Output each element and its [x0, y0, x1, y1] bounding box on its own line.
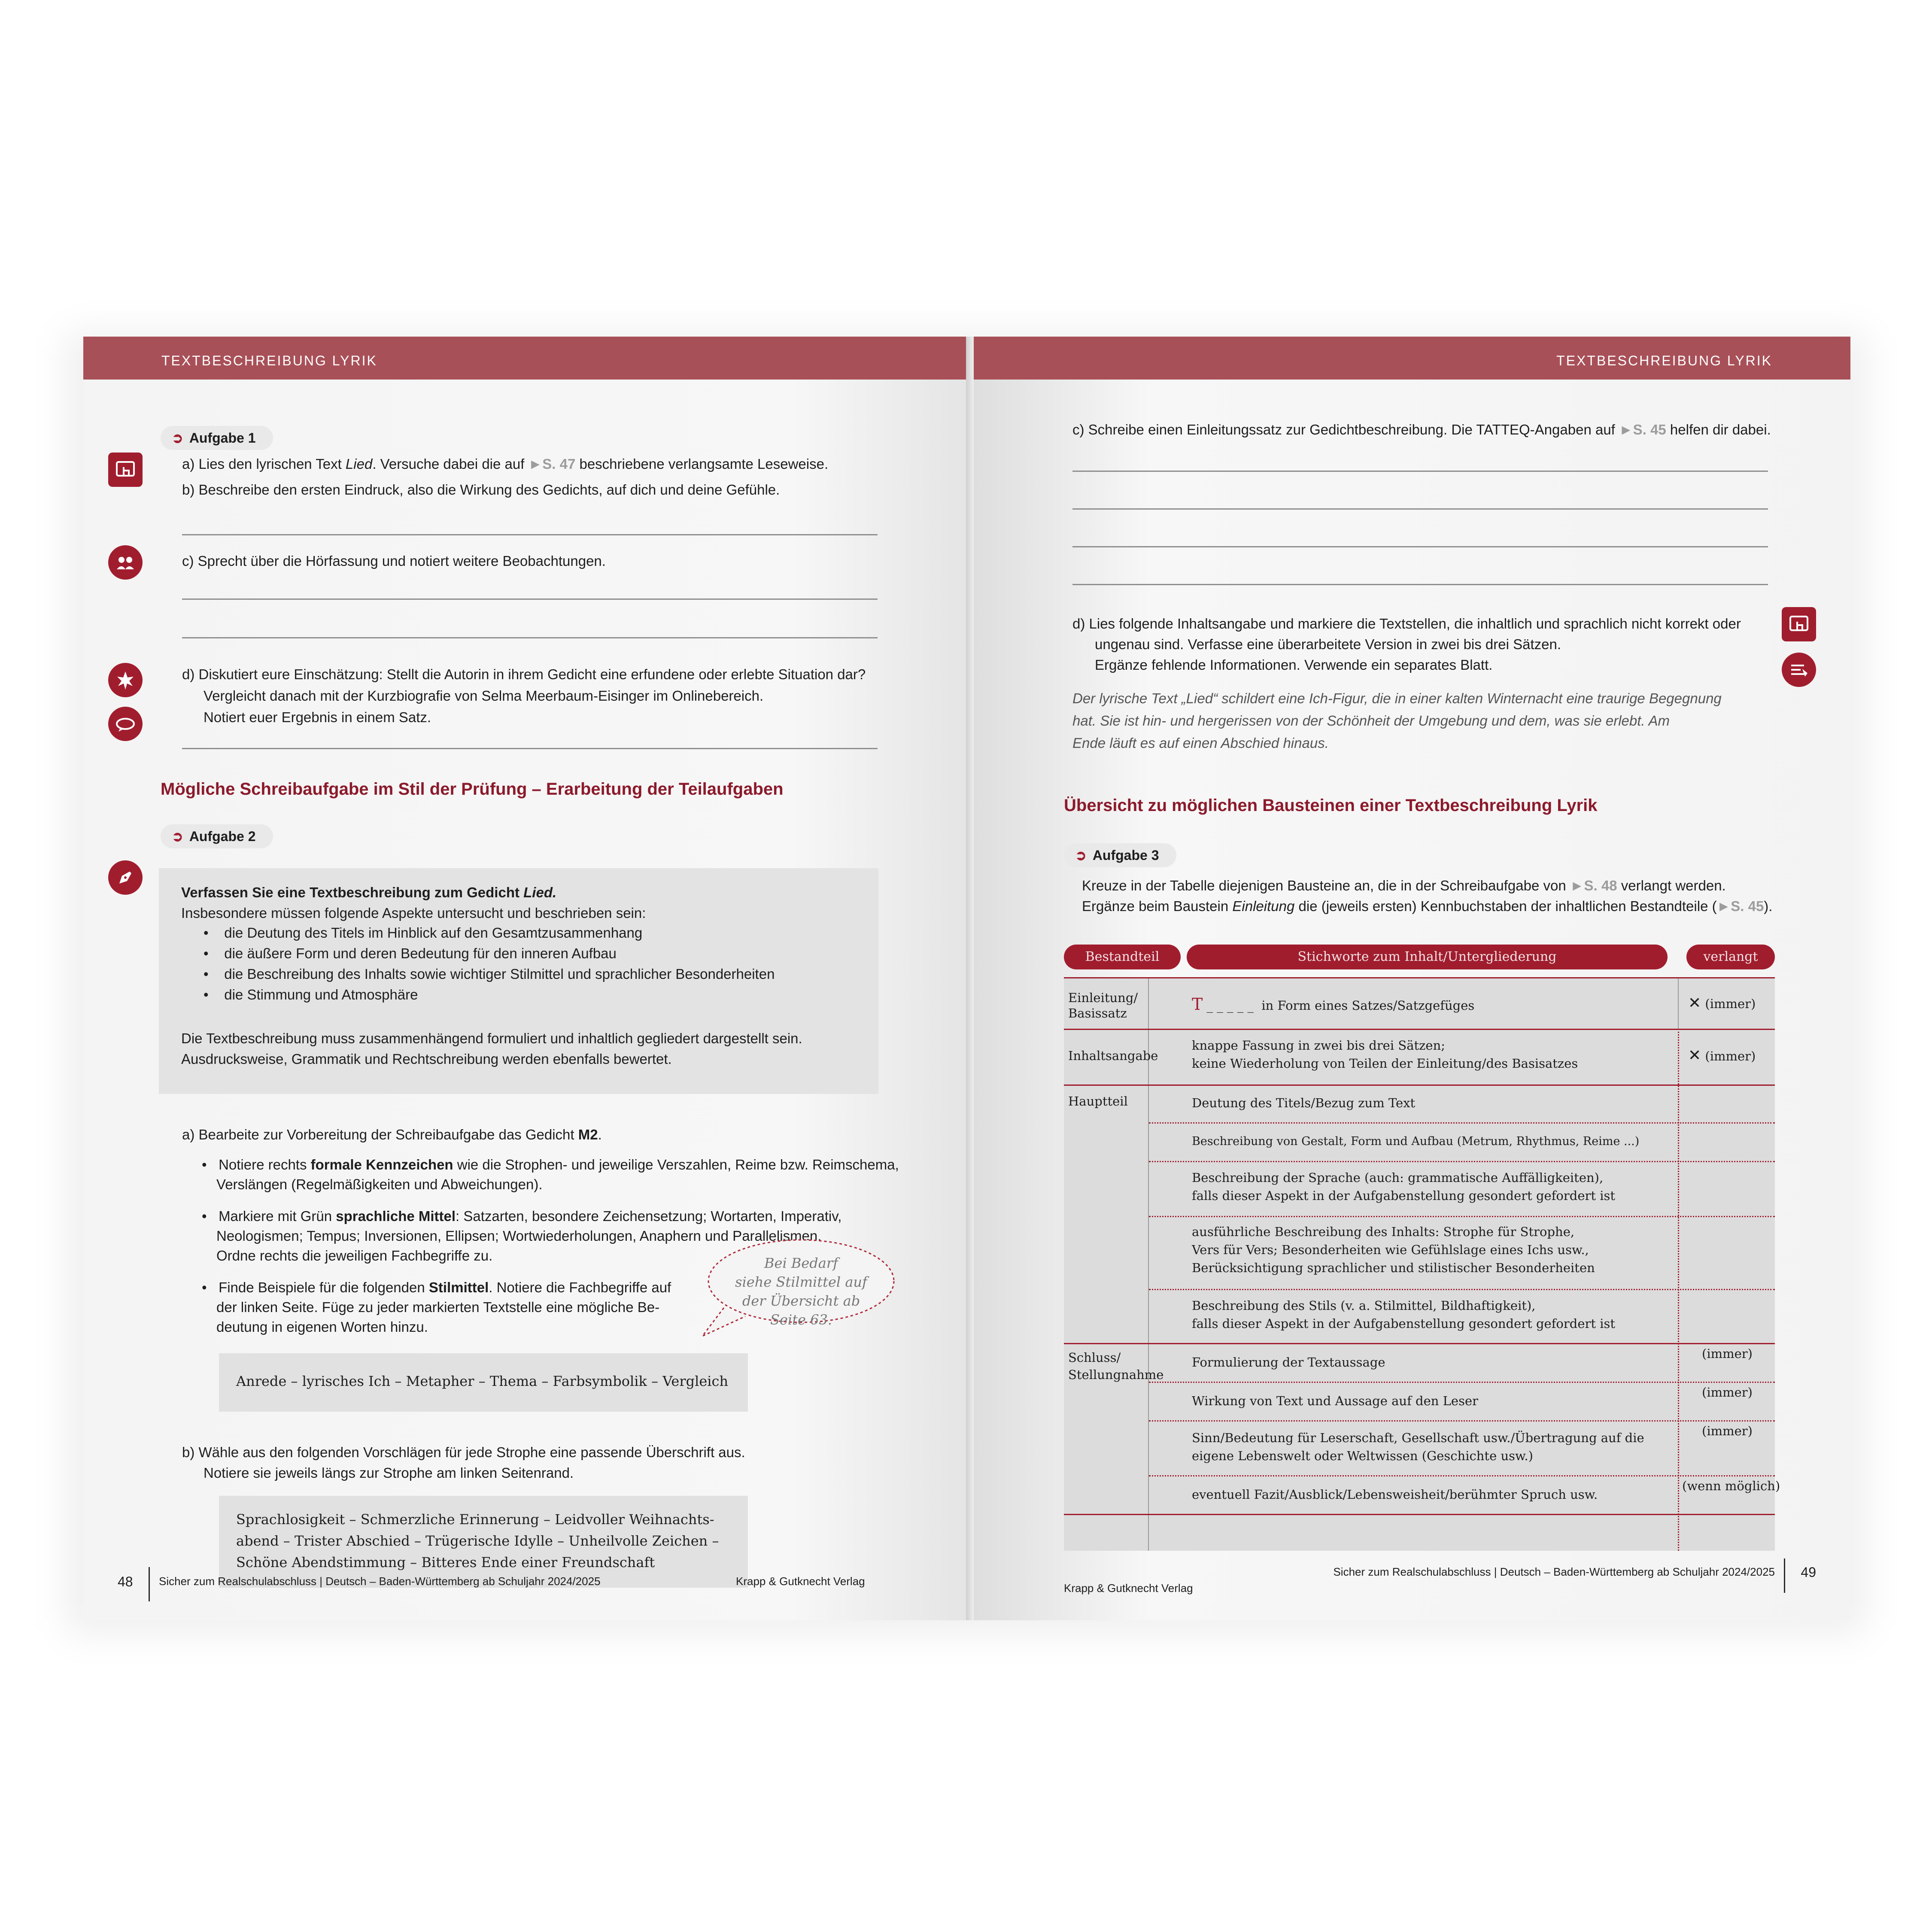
einleitung-hint: T _ _ _ _ _ in Form eines Satzes/Satzgefüges — [1192, 995, 1475, 1014]
task2-a-bullet-3: • Finde Beispiele für die folgenden Stilmittel. Notiere die Fachbegriffe auf — [202, 1279, 671, 1295]
footer-publisher: Krapp & Gutknecht Verlag — [736, 1575, 865, 1588]
summary-line1: Der lyrische Text „Lied“ schildert eine Ich-Figur, die in einer kalten Winternacht eine traurige Begegnung — [1072, 690, 1722, 706]
assignment-bullet: • die äußere Form und deren Bedeutung für den inneren Aufbau — [204, 945, 617, 961]
summary-line3: Ende läuft es auf einen Abschied hinaus. — [1072, 735, 1329, 751]
task2-a-bullet-3-cont: deutung in eigenen Worten hinzu. — [216, 1319, 428, 1335]
page-number: 48 — [118, 1574, 133, 1589]
writing-line — [182, 598, 878, 600]
assignment-bullet: • die Stimmung und Atmosphäre — [204, 987, 418, 1002]
row-divider — [1064, 1514, 1775, 1515]
task-d-line1: d) Lies folgende Inhaltsangabe und markiere die Textstellen, die inhaltlich und sprachlich nicht korrekt oder — [1072, 616, 1741, 632]
task1-d-line3: Notiert euer Ergebnis in einem Satz. — [204, 709, 431, 725]
hauptteil-row: Beschreibung von Gestalt, Form und Aufbau (Metrum, Rhythmus, Reime ...) — [1192, 1135, 1640, 1148]
part-inhaltsangabe: Inhaltsangabe — [1068, 1048, 1158, 1063]
footer-divider — [1784, 1558, 1785, 1593]
hauptteil-row: Deutung des Titels/Bezug zum Text — [1192, 1096, 1416, 1110]
required-schluss-1[interactable]: (immer) — [1702, 1346, 1753, 1361]
speech-bubbles-icon — [108, 707, 143, 741]
task-d-line2: ungenau sind. Verfasse eine überarbeitete Version in zwei bis drei Sätzen. — [1095, 636, 1561, 652]
task-label-1: ➲ Aufgabe 1 — [161, 426, 273, 450]
footer-divider — [149, 1567, 150, 1601]
required-schluss-2[interactable]: (immer) — [1702, 1385, 1753, 1400]
row-divider — [1149, 1161, 1775, 1162]
task2-a: a) Bearbeite zur Vorbereitung der Schreibaufgabe das Gedicht M2. — [182, 1127, 602, 1142]
part-einleitung: Einleitung/ Basissatz — [1068, 990, 1138, 1021]
hauptteil-row: Beschreibung des Stils (v. a. Stilmittel, Bildhaftigkeit), falls dieser Aspekt in der Aufgabenstellung gesondert gefordert ist — [1192, 1298, 1616, 1331]
schluss-row: Formulierung der Textaussage — [1192, 1355, 1385, 1370]
section-heading: Mögliche Schreibaufgabe im Stil der Prüfung – Erarbeitung der Teilaufgaben — [161, 780, 784, 799]
row-divider — [1064, 1084, 1775, 1086]
assignment-bullet: • die Deutung des Titels im Hinblick auf den Gesamtzusammenhang — [204, 925, 643, 941]
task-label-3: ➲ Aufgabe 3 — [1064, 843, 1176, 867]
task2-a-bullet-1-cont: Verslängen (Regelmäßigkeiten und Abweichungen). — [216, 1176, 543, 1192]
cross-mark-icon: ✕ — [1688, 1047, 1701, 1064]
task3-line2: Ergänze beim Baustein Einleitung die (jeweils ersten) Kennbuchstaben der inhaltlichen Bestandteile (►S. 45). — [1082, 898, 1773, 914]
task2-a-bullet-2: • Markiere mit Grün sprachliche Mittel: Satzarten, besondere Zeichensetzung; Wortarten, Imperativ, — [202, 1208, 842, 1224]
task1-c: c) Sprecht über die Hörfassung und notiert weitere Beobachtungen. — [182, 553, 606, 569]
row-divider — [1064, 977, 1775, 978]
inhalt-keywords: knappe Fassung in zwei bis drei Sätzen; keine Wiederholung von Teilen der Einleitung/des Basisatzes — [1192, 1038, 1578, 1071]
table-header-part: Bestandteil — [1064, 945, 1181, 969]
header-title: TEXTBESCHREIBUNG LYRIK — [161, 353, 377, 368]
schluss-row: eventuell Fazit/Ausblick/Lebensweisheit/berühmter Spruch usw. — [1192, 1487, 1598, 1502]
assignment-intro: Insbesondere müssen folgende Aspekte untersucht und beschrieben sein: — [181, 905, 646, 921]
assignment-title: Verfassen Sie eine Textbeschreibung zum Gedicht Lied. — [181, 884, 557, 900]
pen-nib-icon — [108, 860, 143, 895]
row-divider — [1149, 1122, 1775, 1124]
assignment-outro-1: Die Textbeschreibung muss zusammenhängend formuliert und inhaltlich gegliedert dargestellt sein. — [181, 1030, 802, 1046]
note-hand-icon — [1782, 653, 1816, 687]
row-divider — [1149, 1216, 1775, 1217]
assignment-bullet: • die Beschreibung des Inhalts sowie wichtiger Stilmittel und sprachlicher Besonderheiten — [204, 966, 775, 982]
task1-d-line2: Vergleicht danach mit der Kurzbiografie von Selma Meerbaum-Eisinger im Onlinebereich. — [204, 688, 764, 704]
required-einleitung[interactable]: ✕ (immer) — [1688, 994, 1756, 1012]
required-schluss-3[interactable]: (immer) — [1702, 1424, 1753, 1438]
group-discussion-icon — [108, 545, 143, 580]
part-schluss: Schluss/ Stellungnahme — [1068, 1350, 1164, 1382]
task1-a: a) Lies den lyrischen Text Lied. Versuche dabei die auf ►S. 47 beschriebene verlangsamte Leseweise. — [182, 456, 829, 472]
left-page — [83, 337, 993, 1620]
writing-line — [182, 534, 878, 535]
arrow-icon: ➲ — [1075, 848, 1087, 863]
required-schluss-4[interactable]: (wenn möglich) — [1682, 1479, 1780, 1493]
cross-mark-icon: ✕ — [1688, 994, 1701, 1012]
heading-choices-box: Sprachlosigkeit – Schmerzliche Erinnerung – Leidvoller Weihnachts- abend – Trister Abschied – Trügerische Idylle – Unheilvolle Zeichen – Schöne Abendstimmung – Bitteres Ende einer Freundschaft — [219, 1496, 748, 1588]
summary-line2: hat. Sie ist hin- und hergerissen von der Schönheit der Umgebung und dem, was sie erlebt. Am — [1072, 713, 1670, 729]
reading-hand-icon — [1782, 607, 1816, 641]
schluss-row: Sinn/Bedeutung für Leserschaft, Gesellschaft usw./Übertragung auf die eigene Lebenswelt oder Weltwissen (Geschichte usw.) — [1192, 1431, 1644, 1463]
task1-b: b) Beschreibe den ersten Eindruck, also die Wirkung des Gedichts, auf dich und deine Gefühle. — [182, 482, 780, 498]
task2-a-bullet-1: • Notiere rechts formale Kennzeichen wie die Strophen- und jeweilige Verszahlen, Reime bzw. Reimschema, — [202, 1157, 899, 1173]
hint-speech-bubble: Bei Bedarf siehe Stilmittel auf der Übersicht ab Seite 63. — [694, 1235, 900, 1338]
writing-line — [182, 637, 878, 638]
page-header-left — [83, 337, 993, 380]
footer-publisher: Krapp & Gutknecht Verlag — [1064, 1582, 1193, 1595]
column-divider — [1678, 977, 1679, 1029]
writing-line — [1072, 546, 1768, 547]
asterisk-badge-icon — [108, 663, 143, 697]
writing-line — [182, 748, 878, 749]
writing-line — [1072, 471, 1768, 472]
footer-title: Sicher zum Realschulabschluss | Deutsch – Baden-Württemberg ab Schuljahr 2024/2025 — [159, 1575, 601, 1588]
row-divider — [1064, 1029, 1775, 1030]
page-header-right — [974, 337, 1850, 380]
task-c: c) Schreibe einen Einleitungssatz zur Gedichtbeschreibung. Die TATTEQ-Angaben auf ►S. 45 helfen dir dabei. — [1072, 422, 1771, 437]
task2-b-line1: b) Wähle aus den folgenden Vorschlägen für jede Strophe eine passende Überschrift aus. — [182, 1444, 745, 1460]
row-divider — [1149, 1289, 1775, 1290]
table-header-keywords: Stichworte zum Inhalt/Untergliederung — [1187, 945, 1668, 969]
task2-a-bullet-2-cont: Neologismen; Tempus; Inversionen, Ellipsen; Wortwiederholungen, Anaphern und Parallelismen. — [216, 1228, 822, 1244]
task2-b-line2: Notiere sie jeweils längs zur Strophe am linken Seitenrand. — [204, 1465, 574, 1481]
hauptteil-row: Beschreibung der Sprache (auch: grammatische Auffälligkeiten), falls dieser Aspekt in der Aufgabenstellung gesondert gefordert ist — [1192, 1170, 1616, 1203]
arrow-icon: ➲ — [172, 829, 183, 844]
table-header-required: verlangt — [1686, 945, 1775, 969]
required-inhalt[interactable]: ✕ (immer) — [1688, 1047, 1756, 1064]
stilmittel-box: Anrede – lyrisches Ich – Metapher – Thema – Farbsymbolik – Vergleich — [219, 1353, 748, 1412]
row-divider — [1064, 1343, 1775, 1344]
task1-d-line1: d) Diskutiert eure Einschätzung: Stellt die Autorin in ihrem Gedicht eine erfundene oder erlebte Situation dar? — [182, 666, 866, 682]
pointing-hand-icon — [108, 453, 143, 487]
task-label-2: ➲ Aufgabe 2 — [161, 824, 273, 848]
page-number: 49 — [1801, 1564, 1816, 1580]
task-d-line3: Ergänze fehlende Informationen. Verwende ein separates Blatt. — [1095, 657, 1493, 673]
writing-line — [1072, 584, 1768, 585]
task2-a-bullet-3-cont: der linken Seite. Füge zu jeder markierten Textstelle eine mögliche Be- — [216, 1299, 660, 1315]
part-hauptteil: Hauptteil — [1068, 1094, 1128, 1109]
section-heading: Übersicht zu möglichen Bausteinen einer Textbeschreibung Lyrik — [1064, 796, 1598, 815]
assignment-outro-2: Ausdrucksweise, Grammatik und Rechtschreibung werden ebenfalls bewertet. — [181, 1051, 672, 1067]
schluss-row: Wirkung von Text und Aussage auf den Leser — [1192, 1394, 1478, 1408]
row-divider — [1149, 1382, 1775, 1383]
footer-title: Sicher zum Realschulabschluss | Deutsch – Baden-Württemberg ab Schuljahr 2024/2025 — [1333, 1565, 1775, 1578]
row-divider — [1149, 1475, 1775, 1476]
header-title: TEXTBESCHREIBUNG LYRIK — [1556, 353, 1772, 368]
writing-line — [1072, 508, 1768, 510]
building-blocks-table — [1064, 977, 1780, 1551]
task3-line1: Kreuze in der Tabelle diejenigen Bausteine an, die in der Schreibaufgabe von ►S. 48 verlangt werden. — [1082, 878, 1726, 893]
hauptteil-row: ausführliche Beschreibung des Inhalts: Strophe für Strophe, Vers für Vers; Besonderheiten wie Gefühlslage eines Ichs usw., Berücksichtigung sprachlicher und stilistischer Besonderheiten — [1192, 1224, 1595, 1275]
row-divider — [1149, 1420, 1775, 1422]
task2-a-bullet-2-cont: Ordne rechts die jeweiligen Fachbegriffe zu. — [216, 1248, 493, 1264]
arrow-icon: ➲ — [172, 430, 183, 446]
